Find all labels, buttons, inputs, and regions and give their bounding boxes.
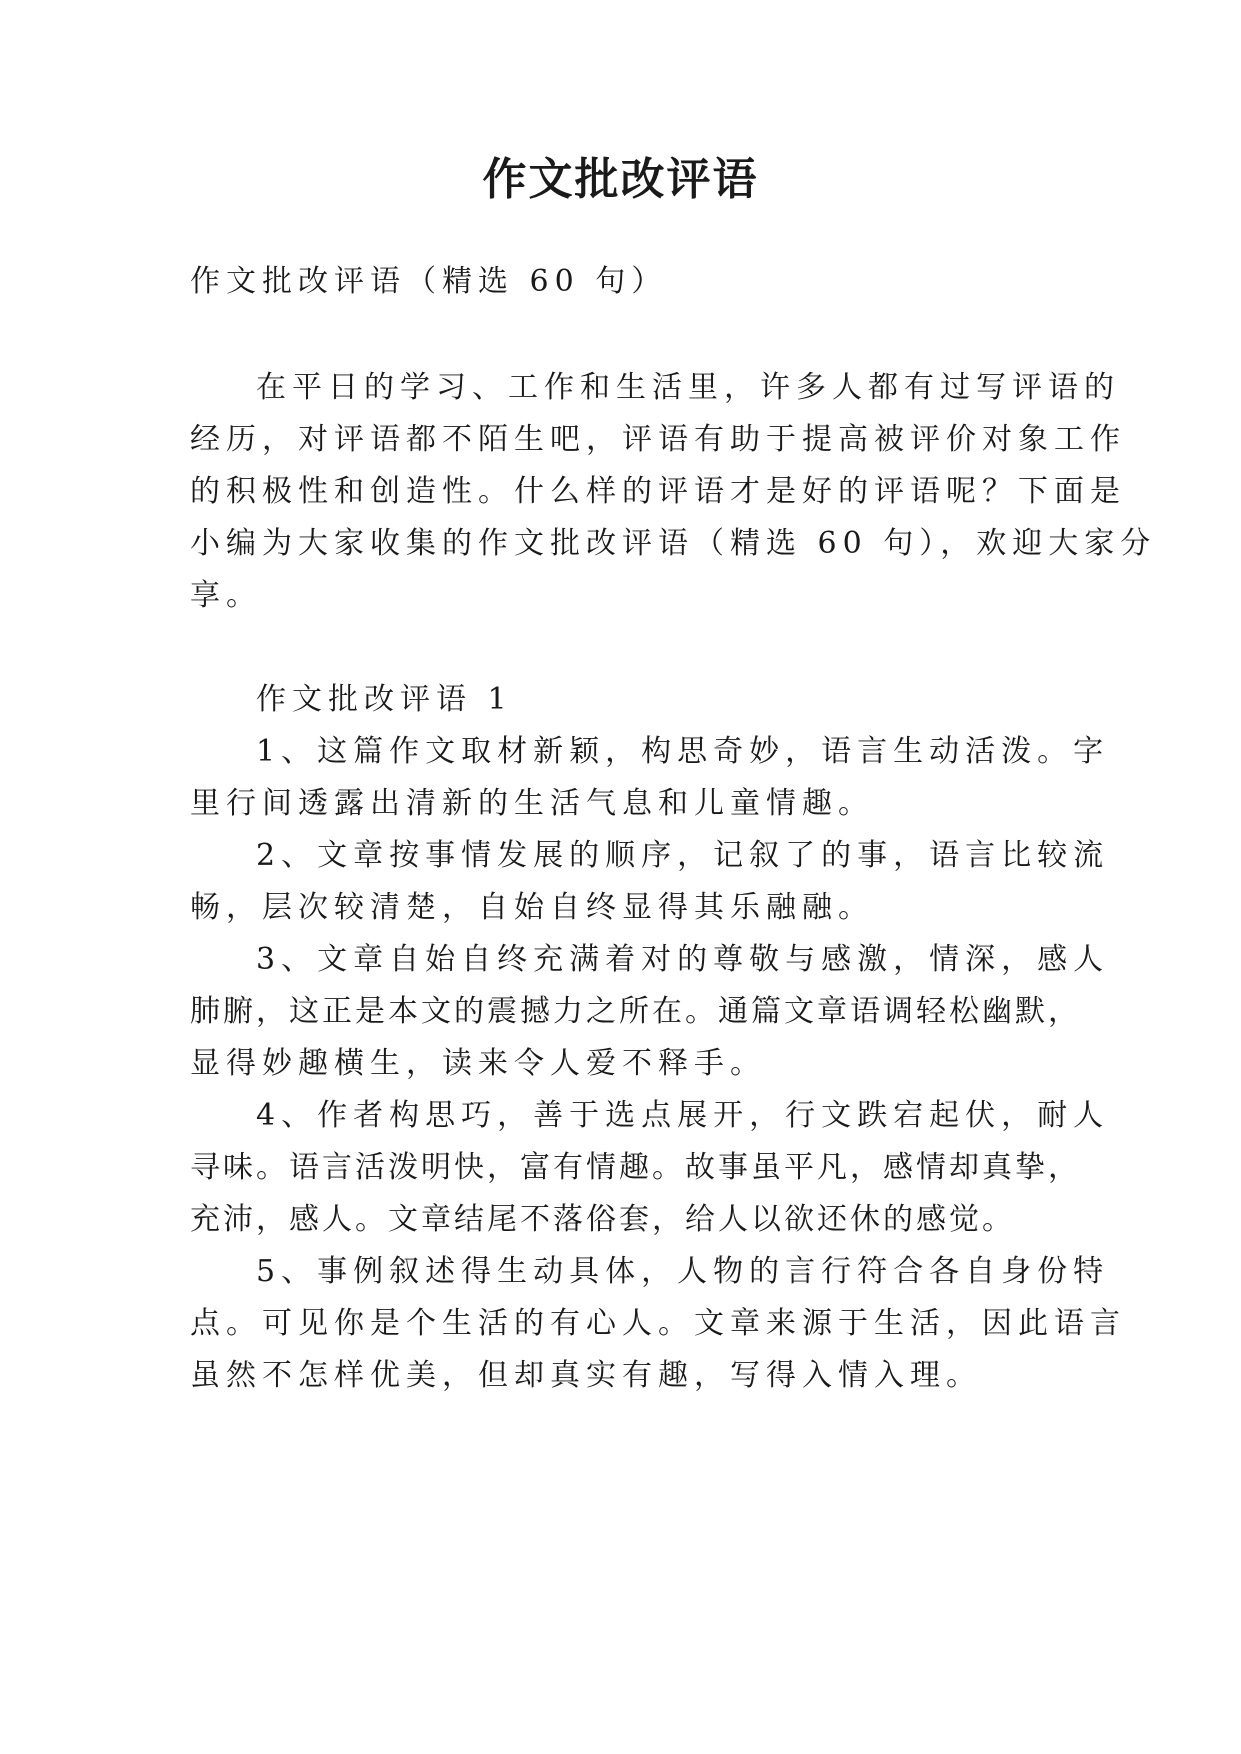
comment-item-4-line: 4、作者构思巧，善于选点展开，行文跌宕起伏，耐人 bbox=[256, 1098, 1110, 1133]
comment-item-4-line: 寻味。语言活泼明快，富有情趣。故事虽平凡，感情却真挚， bbox=[190, 1150, 1081, 1185]
document-title: 作文批改评语 bbox=[482, 154, 759, 205]
document-subtitle: 作文批改评语（精选 60 句） bbox=[190, 264, 668, 299]
comment-item-2-line: 2、文章按事情发展的顺序，记叙了的事，语言比较流 bbox=[256, 838, 1110, 873]
comment-item-3-line: 显得妙趣横生，读来令人爱不释手。 bbox=[190, 1046, 766, 1081]
intro-line: 在平日的学习、工作和生活里，许多人都有过写评语的 bbox=[256, 370, 1120, 405]
comment-item-1-line: 里行间透露出清新的生活气息和儿童情趣。 bbox=[190, 786, 874, 821]
comment-item-2-line: 畅，层次较清楚，自始自终显得其乐融融。 bbox=[190, 890, 874, 925]
comment-item-4-line: 充沛，感人。文章结尾不落俗套，给人以欲还休的感觉。 bbox=[190, 1202, 1015, 1237]
comment-item-5-line: 5、事例叙述得生动具体，人物的言行符合各自身份特 bbox=[256, 1254, 1110, 1289]
intro-line: 小编为大家收集的作文批改评语（精选 60 句），欢迎大家分 bbox=[190, 526, 1157, 561]
comment-item-5-line: 点。可见你是个生活的有心人。文章来源于生活，因此语言 bbox=[190, 1306, 1126, 1341]
intro-line: 经历，对评语都不陌生吧，评语有助于提高被评价对象工作 bbox=[190, 422, 1126, 457]
intro-line: 享。 bbox=[190, 578, 262, 613]
comment-item-1-line: 1、这篇作文取材新颖，构思奇妙，语言生动活泼。字 bbox=[256, 734, 1110, 769]
comment-item-5-line: 虽然不怎样优美，但却真实有趣，写得入情入理。 bbox=[190, 1358, 982, 1393]
comment-item-3-line: 3、文章自始自终充满着对的尊敬与感激，情深，感人 bbox=[256, 942, 1110, 977]
section-heading: 作文批改评语 1 bbox=[256, 682, 513, 717]
comment-item-3-line: 肺腑，这正是本文的震撼力之所在。通篇文章语调轻松幽默， bbox=[190, 994, 1081, 1029]
intro-line: 的积极性和创造性。什么样的评语才是好的评语呢？下面是 bbox=[190, 474, 1126, 509]
